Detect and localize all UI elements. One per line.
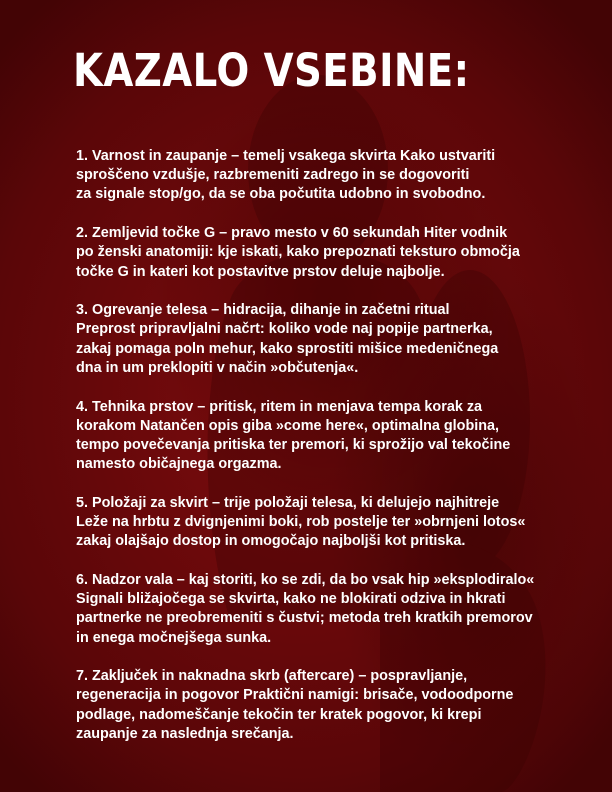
toc-entry-line: 4. Tehnika prstov – pritisk, ritem in menjava tempa korak za (76, 398, 483, 415)
toc-entry-line: korakom Natančen opis giba »come here«, optimalna globina, (76, 417, 500, 434)
toc-entry-4 (76, 398, 596, 475)
toc-entry-line: sproščeno vzdušje, razbremeniti zadrego in se dogovoriti (76, 167, 470, 184)
toc-entry-6 (76, 571, 596, 648)
toc-entry-line: 2. Zemljevid točke G – pravo mesto v 60 sekundah Hiter vodnik (76, 225, 508, 242)
toc-entry-line: tempo povečevanja pritiska ter premori, ki sprožijo val tekočine (76, 436, 511, 453)
table-of-contents (76, 147, 596, 764)
toc-entry-line: 7. Zaključek in naknadna skrb (aftercare) – pospravljanje, (76, 668, 468, 685)
toc-entry-line: namesto običajnega orgazma. (76, 456, 282, 473)
toc-entry-line: točke G in kateri kot postavitve prstov deluje najbolje. (76, 263, 445, 280)
toc-entry-line: zakaj olajšajo dostop in omogočajo najboljši kot pritiska. (76, 533, 466, 550)
toc-entry-line: in enega močnejšega sunka. (76, 629, 272, 646)
toc-entry-2 (76, 224, 596, 282)
toc-entry-7 (76, 667, 596, 744)
page-title: KAZALO VSEBINE: (73, 44, 470, 97)
toc-entry-line: Signali bližajočega se skvirta, kako ne blokirati odziva in hkrati (76, 591, 506, 608)
toc-entry-line: Preprost pripravljalni načrt: koliko vode naj popije partnerka, (76, 321, 493, 338)
toc-entry-line: 5. Položaji za skvirt – trije položaji telesa, ki delujejo najhitreje (76, 494, 500, 511)
toc-entry-line: partnerke ne preobremeniti s čustvi; metoda treh kratkih premorov (76, 610, 533, 627)
toc-entry-line: dna in um preklopiti v način »občutenja«. (76, 359, 359, 376)
toc-entry-line: 6. Nadzor vala – kaj storiti, ko se zdi, da bo vsak hip »eksplodiralo« (76, 571, 535, 588)
toc-entry-line: Leže na hrbtu z dvignjenimi boki, rob postelje ter »obrnjeni lotos« (76, 514, 526, 531)
toc-entry-line: po ženski anatomiji: kje iskati, kako prepoznati teksturo območja (76, 244, 520, 261)
toc-entry-line: za signale stop/go, da se oba počutita udobno in svobodno. (76, 186, 486, 203)
toc-entry-line: regeneracija in pogovor Praktični namigi: brisače, vodoodporne (76, 687, 514, 704)
toc-entry-line: podlage, nadomeščanje tekočin ter kratek pogovor, ki krepi (76, 706, 482, 723)
toc-entry-line: 3. Ogrevanje telesa – hidracija, dihanje in začetni ritual (76, 302, 450, 319)
toc-entry-line: zakaj pomaga poln mehur, kako sprostiti mišice medeničnega (76, 340, 499, 357)
toc-entry-5 (76, 494, 596, 552)
toc-entry-1 (76, 147, 596, 205)
toc-entry-line: 1. Varnost in zaupanje – temelj vsakega skvirta Kako ustvariti (76, 148, 496, 164)
toc-entry-3 (76, 301, 596, 378)
toc-entry-line: zaupanje za naslednja srečanja. (76, 725, 294, 742)
